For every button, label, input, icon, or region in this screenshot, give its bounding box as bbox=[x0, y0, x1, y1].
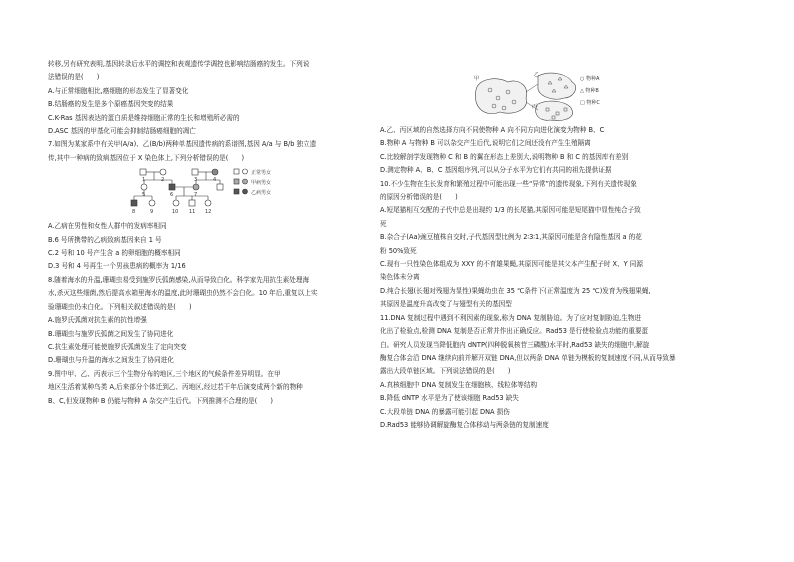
option-line: C.比较解剖学发现物种 C 和 B 的翼在形态上差别大,说明物种 B 和 C 的基因库有差别 bbox=[380, 152, 629, 161]
text-line: 转移,另有研究表明,基因转录后水平的调控和表观遗传学调控也影响结肠癌的发生。下列说 bbox=[48, 60, 310, 68]
question-line: 11.DNA 复制过程中遇到不利因素的现象,称为 DNA 复制胁迫。为了应对复制胁迫,生物进 bbox=[380, 313, 642, 322]
option-line: B.珊瑚虫与施罗氏弧菌之间发生了协同进化 bbox=[48, 329, 174, 338]
svg-text:11: 11 bbox=[189, 209, 196, 216]
option-line: D.ASC 基因的甲基化可能会抑制结肠癌细胞的凋亡 bbox=[48, 127, 196, 136]
question-line: 验珊瑚虫仍未白化。下列相关叙述错误的是( ) bbox=[48, 302, 192, 311]
option-line: 染色体未分离 bbox=[380, 273, 420, 282]
question-line: 9.图中甲、乙、丙表示三个生物分布的地区,三个地区的气候条件差异明显。在甲 bbox=[48, 369, 281, 378]
svg-text:8: 8 bbox=[132, 209, 136, 216]
pedigree-figure bbox=[48, 166, 378, 218]
svg-text:12: 12 bbox=[205, 209, 212, 216]
region-diagram bbox=[468, 68, 648, 124]
left-column bbox=[48, 58, 378, 408]
option-line: A.乙病在男性和女性人群中的发病率相同 bbox=[48, 222, 167, 231]
legend-disease-b: 乙病男女 bbox=[251, 190, 272, 197]
legend-normal: 正常男女 bbox=[251, 170, 272, 177]
option-line: B.物种 A 与物种 B 可以杂交产生后代,说明它们之间还没有产生生殖隔离 bbox=[380, 139, 591, 148]
option-line: D.Rad53 能够协调解旋酶复合体移动与两条链的复制速度 bbox=[380, 420, 549, 429]
option-line: A.施罗氏弧菌对抗生素的抗性增强 bbox=[48, 316, 147, 325]
question-line: 的原因分析错误的是( ) bbox=[380, 193, 458, 202]
option-line: B.杂合子(Aa)豌豆植株自交时,子代基因型比例为 2∶3∶1,其原因可能是含有隐性基因 a 的花 bbox=[380, 233, 642, 242]
question-line: 酶复合体会沿 DNA 继续向前并解开双链 DNA,但以两条 DNA 单链为模板的复制速度不同,从而导致暴 bbox=[380, 353, 676, 362]
option-line: D.珊瑚虫与升温的海水之间发生了协同进化 bbox=[48, 356, 174, 365]
option-line: C.抗生素处理可能使施罗氏弧菌发生了定向突变 bbox=[48, 342, 187, 351]
question-line: 水,杀灭这些细菌,然后提高水箱里海水的温度,此时珊瑚虫仍然不会白化。10 年后,重复以上实 bbox=[48, 289, 318, 298]
question-line: 露出大段单链区域。下列说法错误的是( ) bbox=[380, 367, 511, 376]
svg-text:10: 10 bbox=[172, 209, 179, 216]
legend-species-a: ○ 物种A bbox=[580, 76, 600, 82]
legend-disease-a: 甲病男女 bbox=[251, 180, 272, 187]
option-line: D.3 号和 4 号再生一个男孩患病的概率为 1/16 bbox=[48, 262, 186, 271]
svg-text:3: 3 bbox=[194, 177, 198, 184]
svg-text:7: 7 bbox=[194, 192, 198, 199]
option-line: 粉 50%致死 bbox=[380, 246, 417, 255]
text-line: 法错误的是( ) bbox=[48, 73, 100, 82]
option-line: C.K-Ras 基因表达的蛋白质是维持细胞正常的生长和增殖所必需的 bbox=[48, 113, 240, 122]
question-line: 白。研究人员发现当降低胞内 dNTP(四种脱氧核苷三磷酸)水平时,Rad53 缺失的细胞中,解旋 bbox=[380, 340, 650, 349]
legend-species-b: △ 物种B bbox=[580, 88, 599, 94]
option-line: 其原因是温度升高改变了与翅型有关的基因型 bbox=[380, 300, 512, 309]
region-label-jia: 甲 bbox=[474, 76, 480, 82]
species-region-figure bbox=[468, 68, 648, 124]
region-label-yi: 乙 bbox=[534, 72, 540, 78]
question-line: 地区生活着某种鸟类 A,后来部分个体迁到乙、丙地区,经过若干年后演变成两个新的物种 bbox=[48, 383, 303, 392]
option-line: B.降低 dNTP 水平是为了使该细胞 Rad53 缺失 bbox=[380, 394, 519, 403]
svg-text:2: 2 bbox=[161, 177, 165, 184]
legend-species-c: □ 物种C bbox=[580, 100, 600, 106]
svg-text:4: 4 bbox=[213, 177, 217, 184]
svg-text:5: 5 bbox=[142, 192, 146, 199]
question-line: B、C,但发现物种 B 仍能与物种 A 杂交产生后代。下列推测不合理的是( ) bbox=[48, 396, 274, 405]
option-line: B.6 号所携带的乙病致病基因来自 1 号 bbox=[48, 235, 162, 244]
right-column bbox=[380, 124, 710, 432]
option-line: D.测定物种 A、B、C 基因组序列,可以从分子水平为它们有共同的祖先提供证据 bbox=[380, 166, 612, 175]
option-line: 死 bbox=[380, 219, 387, 228]
option-line: C.现有一只性染色体组成为 XXY 的不育雄果蝇,其原因可能是其父本产生配子时 X、Y 同源 bbox=[380, 260, 643, 269]
option-line: A.短尾猫相互交配的子代中总是出现约 1/3 的长尾猫,其原因可能是短尾猫中显性纯合子致 bbox=[380, 206, 641, 215]
option-line: C.2 号和 10 号产生含 a 的卵细胞的概率相同 bbox=[48, 249, 181, 258]
svg-text:1: 1 bbox=[142, 177, 146, 184]
question-line: 8.随着海水的升温,珊瑚虫易受到施罗氏弧菌感染,从而导致白化。科学家先用抗生素处理海 bbox=[48, 275, 310, 284]
svg-text:9: 9 bbox=[150, 209, 154, 216]
pedigree-chart bbox=[48, 166, 378, 218]
question-line: 传,其中一种病的致病基因位于 X 染色体上,下列分析错误的是( ) bbox=[48, 153, 245, 162]
option-line: A.乙、丙区域的自然选择方向不同使物种 A 向不同方向进化演变为物种 B、C bbox=[380, 126, 605, 134]
question-line: 化出了检验点,检测 DNA 复制是否正常并作出正确反应。Rad53 是行使检验点功能的重要蛋 bbox=[380, 327, 649, 336]
region-label-bing: 丙 bbox=[532, 104, 538, 110]
svg-text:6: 6 bbox=[170, 192, 174, 199]
option-line: A.真核细胞中 DNA 复制发生在细胞核、线粒体等结构 bbox=[380, 380, 538, 389]
option-line: C.大段单链 DNA 的暴露可能引起 DNA 损伤 bbox=[380, 407, 510, 416]
question-line: 10.不少生物在生长发育和繁殖过程中可能出现一些“异常”的遗传现象,下列有关遗传现象 bbox=[380, 179, 637, 188]
question-line: 7.如图为某家系中有关甲(A/a)、乙(B/b)两种单基因遗传病的系谱图,基因 A/a 与 B/b 独立遗 bbox=[48, 140, 317, 149]
option-line: B.结肠癌的发生是多个原癌基因突变的结果 bbox=[48, 100, 174, 109]
option-line: D.纯合长翅(长翅对残翅为显性)果蝇幼虫在 35 ℃条件下(正常温度为 25 ℃)发育为残翅果蝇, bbox=[380, 286, 651, 295]
option-line: A.与正常细胞相比,癌细胞的形态发生了显著变化 bbox=[48, 86, 189, 95]
